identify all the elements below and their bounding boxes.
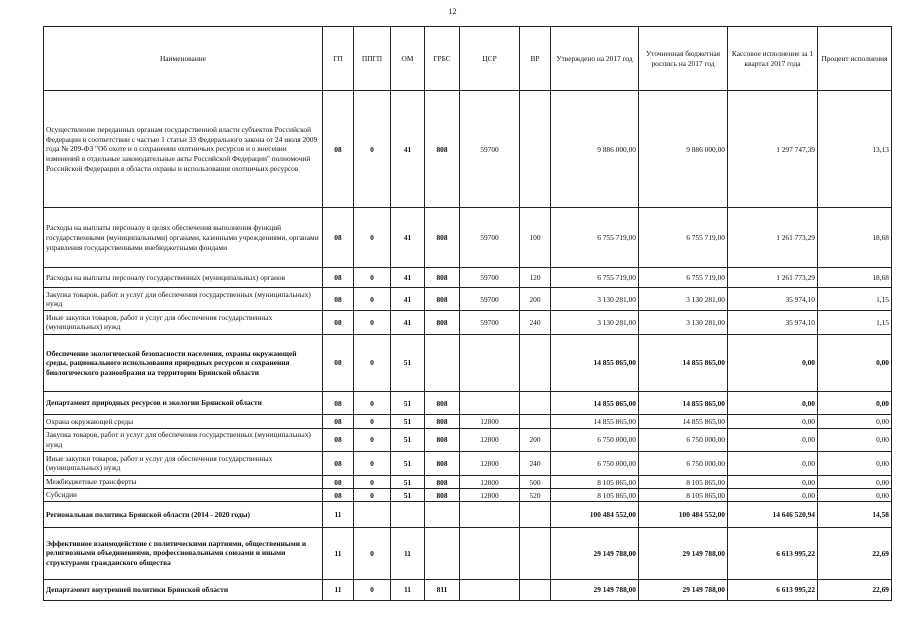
row-name-cell: Иные закупки товаров, работ и услуг для обеспечения государственных (муниципальных) нужд [44, 311, 323, 334]
row-percent-cell: 0,00 [818, 489, 892, 502]
row-csr-cell [460, 579, 520, 600]
row-percent-cell: 0,00 [818, 392, 892, 415]
row-gp-cell: 08 [323, 334, 354, 392]
row-refined-cell: 6 755 719,00 [639, 268, 728, 288]
table-row [44, 91, 892, 208]
row-refined-cell: 9 886 000,00 [639, 91, 728, 208]
row-name-cell: Иные закупки товаров, работ и услуг для обеспечения государственных (муниципальных) нужд [44, 451, 323, 475]
row-refined-cell: 6 755 719,00 [639, 208, 728, 268]
row-grbs-cell [425, 527, 460, 579]
row-grbs-cell: 808 [425, 311, 460, 334]
row-om-cell: 51 [391, 489, 425, 502]
row-percent-cell: 22,69 [818, 527, 892, 579]
row-approved-cell: 14 855 865,00 [551, 392, 639, 415]
row-refined-cell: 14 855 865,00 [639, 415, 728, 428]
row-approved-cell: 6 755 719,00 [551, 208, 639, 268]
table-row [44, 311, 892, 334]
table-row [44, 392, 892, 415]
row-grbs-cell: 808 [425, 392, 460, 415]
budget-table [43, 26, 892, 601]
col-header-percent: Процент исполнения [818, 27, 892, 91]
row-cash-cell: 14 646 520,94 [728, 502, 818, 527]
row-gp-cell: 11 [323, 579, 354, 600]
table-header-row [44, 27, 892, 91]
row-approved-cell: 3 130 281,00 [551, 288, 639, 311]
row-grbs-cell: 808 [425, 415, 460, 428]
row-cash-cell: 35 974,10 [728, 288, 818, 311]
row-gp-cell: 08 [323, 268, 354, 288]
row-om-cell: 11 [391, 527, 425, 579]
row-approved-cell: 14 855 865,00 [551, 334, 639, 392]
row-ppgp-cell: 0 [354, 579, 391, 600]
row-refined-cell: 29 149 788,00 [639, 579, 728, 600]
row-cash-cell: 0,00 [728, 451, 818, 475]
row-percent-cell: 18,68 [818, 268, 892, 288]
table-row [44, 428, 892, 451]
row-approved-cell: 14 855 865,00 [551, 415, 639, 428]
row-cash-cell: 0,00 [728, 392, 818, 415]
row-name-cell: Эффективное взаимодействие с политическими партиями, общественными и религиозными объединениями, профессиональными союзами и иными структурами гражданского общества [44, 527, 323, 579]
row-percent-cell: 14,58 [818, 502, 892, 527]
row-csr-cell [460, 334, 520, 392]
row-om-cell: 41 [391, 268, 425, 288]
row-grbs-cell: 808 [425, 208, 460, 268]
row-percent-cell: 1,15 [818, 288, 892, 311]
row-cash-cell: 0,00 [728, 428, 818, 451]
row-approved-cell: 8 105 865,00 [551, 475, 639, 488]
row-cash-cell: 1 261 773,29 [728, 208, 818, 268]
row-name-cell: Субсидии [44, 489, 323, 502]
row-percent-cell: 1,15 [818, 311, 892, 334]
row-vr-cell [520, 415, 551, 428]
row-om-cell: 51 [391, 392, 425, 415]
table-row [44, 415, 892, 428]
row-gp-cell: 08 [323, 475, 354, 488]
row-csr-cell [460, 527, 520, 579]
row-vr-cell: 240 [520, 451, 551, 475]
row-cash-cell: 0,00 [728, 334, 818, 392]
row-gp-cell: 08 [323, 288, 354, 311]
row-percent-cell: 0,00 [818, 415, 892, 428]
col-header-cash: Кассовое исполнение за 1 квартал 2017 года [728, 27, 818, 91]
row-csr-cell: 59700 [460, 288, 520, 311]
row-percent-cell: 18,68 [818, 208, 892, 268]
row-vr-cell: 500 [520, 475, 551, 488]
row-csr-cell: 59700 [460, 311, 520, 334]
row-percent-cell: 0,00 [818, 428, 892, 451]
row-cash-cell: 6 613 995,22 [728, 527, 818, 579]
row-grbs-cell: 808 [425, 268, 460, 288]
row-refined-cell: 3 130 281,00 [639, 311, 728, 334]
row-ppgp-cell: 0 [354, 268, 391, 288]
row-cash-cell: 0,00 [728, 415, 818, 428]
row-vr-cell: 200 [520, 428, 551, 451]
row-gp-cell: 08 [323, 311, 354, 334]
row-name-cell: Межбюджетные трансферты [44, 475, 323, 488]
row-approved-cell: 9 886 000,00 [551, 91, 639, 208]
row-grbs-cell: 808 [425, 475, 460, 488]
row-ppgp-cell: 0 [354, 428, 391, 451]
table-row [44, 489, 892, 502]
row-grbs-cell: 808 [425, 428, 460, 451]
row-ppgp-cell: 0 [354, 489, 391, 502]
table-row [44, 334, 892, 392]
row-vr-cell [520, 334, 551, 392]
row-refined-cell: 100 484 552,00 [639, 502, 728, 527]
row-gp-cell: 08 [323, 208, 354, 268]
row-percent-cell: 22,69 [818, 579, 892, 600]
row-cash-cell: 1 297 747,39 [728, 91, 818, 208]
row-name-cell: Охрана окружающей среды [44, 415, 323, 428]
row-gp-cell: 08 [323, 451, 354, 475]
table-row [44, 288, 892, 311]
row-om-cell: 51 [391, 451, 425, 475]
row-ppgp-cell: 0 [354, 91, 391, 208]
row-approved-cell: 6 750 000,00 [551, 428, 639, 451]
row-csr-cell: 12800 [460, 451, 520, 475]
row-gp-cell: 08 [323, 489, 354, 502]
row-ppgp-cell: 0 [354, 527, 391, 579]
row-name-cell: Расходы на выплаты персоналу государственных (муниципальных) органов [44, 268, 323, 288]
row-om-cell: 51 [391, 428, 425, 451]
row-om-cell: 51 [391, 475, 425, 488]
row-ppgp-cell: 0 [354, 451, 391, 475]
col-header-ppgp: ППГП [354, 27, 391, 91]
row-refined-cell: 8 105 865,00 [639, 475, 728, 488]
table-row [44, 208, 892, 268]
row-om-cell: 41 [391, 208, 425, 268]
row-ppgp-cell: 0 [354, 208, 391, 268]
col-header-refined: Уточненная бюджетная роспись на 2017 год [639, 27, 728, 91]
row-om-cell: 51 [391, 415, 425, 428]
row-refined-cell: 14 855 865,00 [639, 392, 728, 415]
row-refined-cell: 6 750 000,00 [639, 428, 728, 451]
table-row [44, 451, 892, 475]
row-csr-cell: 59700 [460, 208, 520, 268]
row-gp-cell: 11 [323, 527, 354, 579]
row-gp-cell: 08 [323, 428, 354, 451]
row-approved-cell: 29 149 788,00 [551, 527, 639, 579]
table-row [44, 268, 892, 288]
row-name-cell: Закупка товаров, работ и услуг для обеспечения государственных (муниципальных) нужд [44, 428, 323, 451]
col-header-vr: ВР [520, 27, 551, 91]
row-csr-cell: 12800 [460, 489, 520, 502]
row-refined-cell: 3 130 281,00 [639, 288, 728, 311]
row-ppgp-cell: 0 [354, 288, 391, 311]
row-csr-cell: 59700 [460, 268, 520, 288]
row-refined-cell: 8 105 865,00 [639, 489, 728, 502]
row-percent-cell: 13,13 [818, 91, 892, 208]
row-vr-cell [520, 91, 551, 208]
row-name-cell: Закупка товаров, работ и услуг для обеспечения государственных (муниципальных) нужд [44, 288, 323, 311]
row-vr-cell [520, 527, 551, 579]
row-percent-cell: 0,00 [818, 334, 892, 392]
row-vr-cell: 200 [520, 288, 551, 311]
row-refined-cell: 14 855 865,00 [639, 334, 728, 392]
row-gp-cell: 08 [323, 392, 354, 415]
row-cash-cell: 0,00 [728, 475, 818, 488]
row-cash-cell: 6 613 995,22 [728, 579, 818, 600]
row-approved-cell: 29 149 788,00 [551, 579, 639, 600]
row-om-cell [391, 502, 425, 527]
row-grbs-cell: 808 [425, 288, 460, 311]
row-csr-cell [460, 502, 520, 527]
row-approved-cell: 6 750 000,00 [551, 451, 639, 475]
row-gp-cell: 08 [323, 91, 354, 208]
row-name-cell: Расходы на выплаты персоналу в целях обеспечения выполнения функций государственными (муниципальными) органами, казенными учреждениями, органами управления государственными внебюджетными фондами [44, 208, 323, 268]
row-approved-cell: 8 105 865,00 [551, 489, 639, 502]
row-ppgp-cell: 0 [354, 311, 391, 334]
col-header-csr: ЦСР [460, 27, 520, 91]
table-row [44, 527, 892, 579]
row-csr-cell: 59700 [460, 91, 520, 208]
row-om-cell: 51 [391, 334, 425, 392]
row-ppgp-cell: 0 [354, 392, 391, 415]
row-grbs-cell: 808 [425, 451, 460, 475]
row-ppgp-cell: 0 [354, 415, 391, 428]
row-name-cell: Региональная политика Брянской области (2014 - 2020 годы) [44, 502, 323, 527]
page-number: 12 [448, 7, 457, 16]
row-cash-cell: 1 261 773,29 [728, 268, 818, 288]
row-vr-cell: 520 [520, 489, 551, 502]
row-name-cell: Обеспечение экологической безопасности населения, охраны окружающей среды, рационального использования природных ресурсов и сохранения биологического разнообразия на территории Брянской области [44, 334, 323, 392]
row-csr-cell: 12800 [460, 475, 520, 488]
row-cash-cell: 0,00 [728, 489, 818, 502]
row-ppgp-cell: 0 [354, 475, 391, 488]
row-vr-cell: 100 [520, 208, 551, 268]
col-header-grbs: ГРБС [425, 27, 460, 91]
row-grbs-cell: 811 [425, 579, 460, 600]
row-om-cell: 41 [391, 311, 425, 334]
row-grbs-cell: 808 [425, 91, 460, 208]
row-gp-cell: 08 [323, 415, 354, 428]
col-header-om: ОМ [391, 27, 425, 91]
row-name-cell: Департамент внутренней политики Брянской области [44, 579, 323, 600]
row-approved-cell: 100 484 552,00 [551, 502, 639, 527]
row-csr-cell: 12800 [460, 428, 520, 451]
row-om-cell: 11 [391, 579, 425, 600]
row-grbs-cell [425, 334, 460, 392]
row-refined-cell: 6 750 000,00 [639, 451, 728, 475]
row-grbs-cell: 808 [425, 489, 460, 502]
row-vr-cell [520, 579, 551, 600]
row-percent-cell: 0,00 [818, 451, 892, 475]
row-vr-cell: 120 [520, 268, 551, 288]
table-row [44, 502, 892, 527]
col-header-gp: ГП [323, 27, 354, 91]
row-approved-cell: 3 130 281,00 [551, 311, 639, 334]
table-row [44, 475, 892, 488]
col-header-approved: Утверждено на 2017 год [551, 27, 639, 91]
row-name-cell: Осуществление переданных органам государственной власти субъектов Российской Федерации в соответствии с частью 1 статьи 33 Федерального закона от 24 июля 2009 года № 209-ФЗ "Об охоте и о сохранении охотничьих ресурсов и о внесении изменений в отдельные законодательные акты Российской Федерации" полномочий Российской Федерации в области охраны и использования охотничьих ресурсов [44, 91, 323, 208]
row-csr-cell: 12800 [460, 415, 520, 428]
row-csr-cell [460, 392, 520, 415]
col-header-name: Наименование [44, 27, 323, 91]
row-percent-cell: 0,00 [818, 475, 892, 488]
row-vr-cell [520, 392, 551, 415]
row-vr-cell: 240 [520, 311, 551, 334]
row-ppgp-cell [354, 502, 391, 527]
row-refined-cell: 29 149 788,00 [639, 527, 728, 579]
row-om-cell: 41 [391, 288, 425, 311]
row-vr-cell [520, 502, 551, 527]
row-name-cell: Департамент природных ресурсов и экологии Брянской области [44, 392, 323, 415]
row-cash-cell: 35 974,10 [728, 311, 818, 334]
table-row [44, 579, 892, 600]
row-approved-cell: 6 755 719,00 [551, 268, 639, 288]
row-grbs-cell [425, 502, 460, 527]
row-ppgp-cell: 0 [354, 334, 391, 392]
row-om-cell: 41 [391, 91, 425, 208]
row-gp-cell: 11 [323, 502, 354, 527]
